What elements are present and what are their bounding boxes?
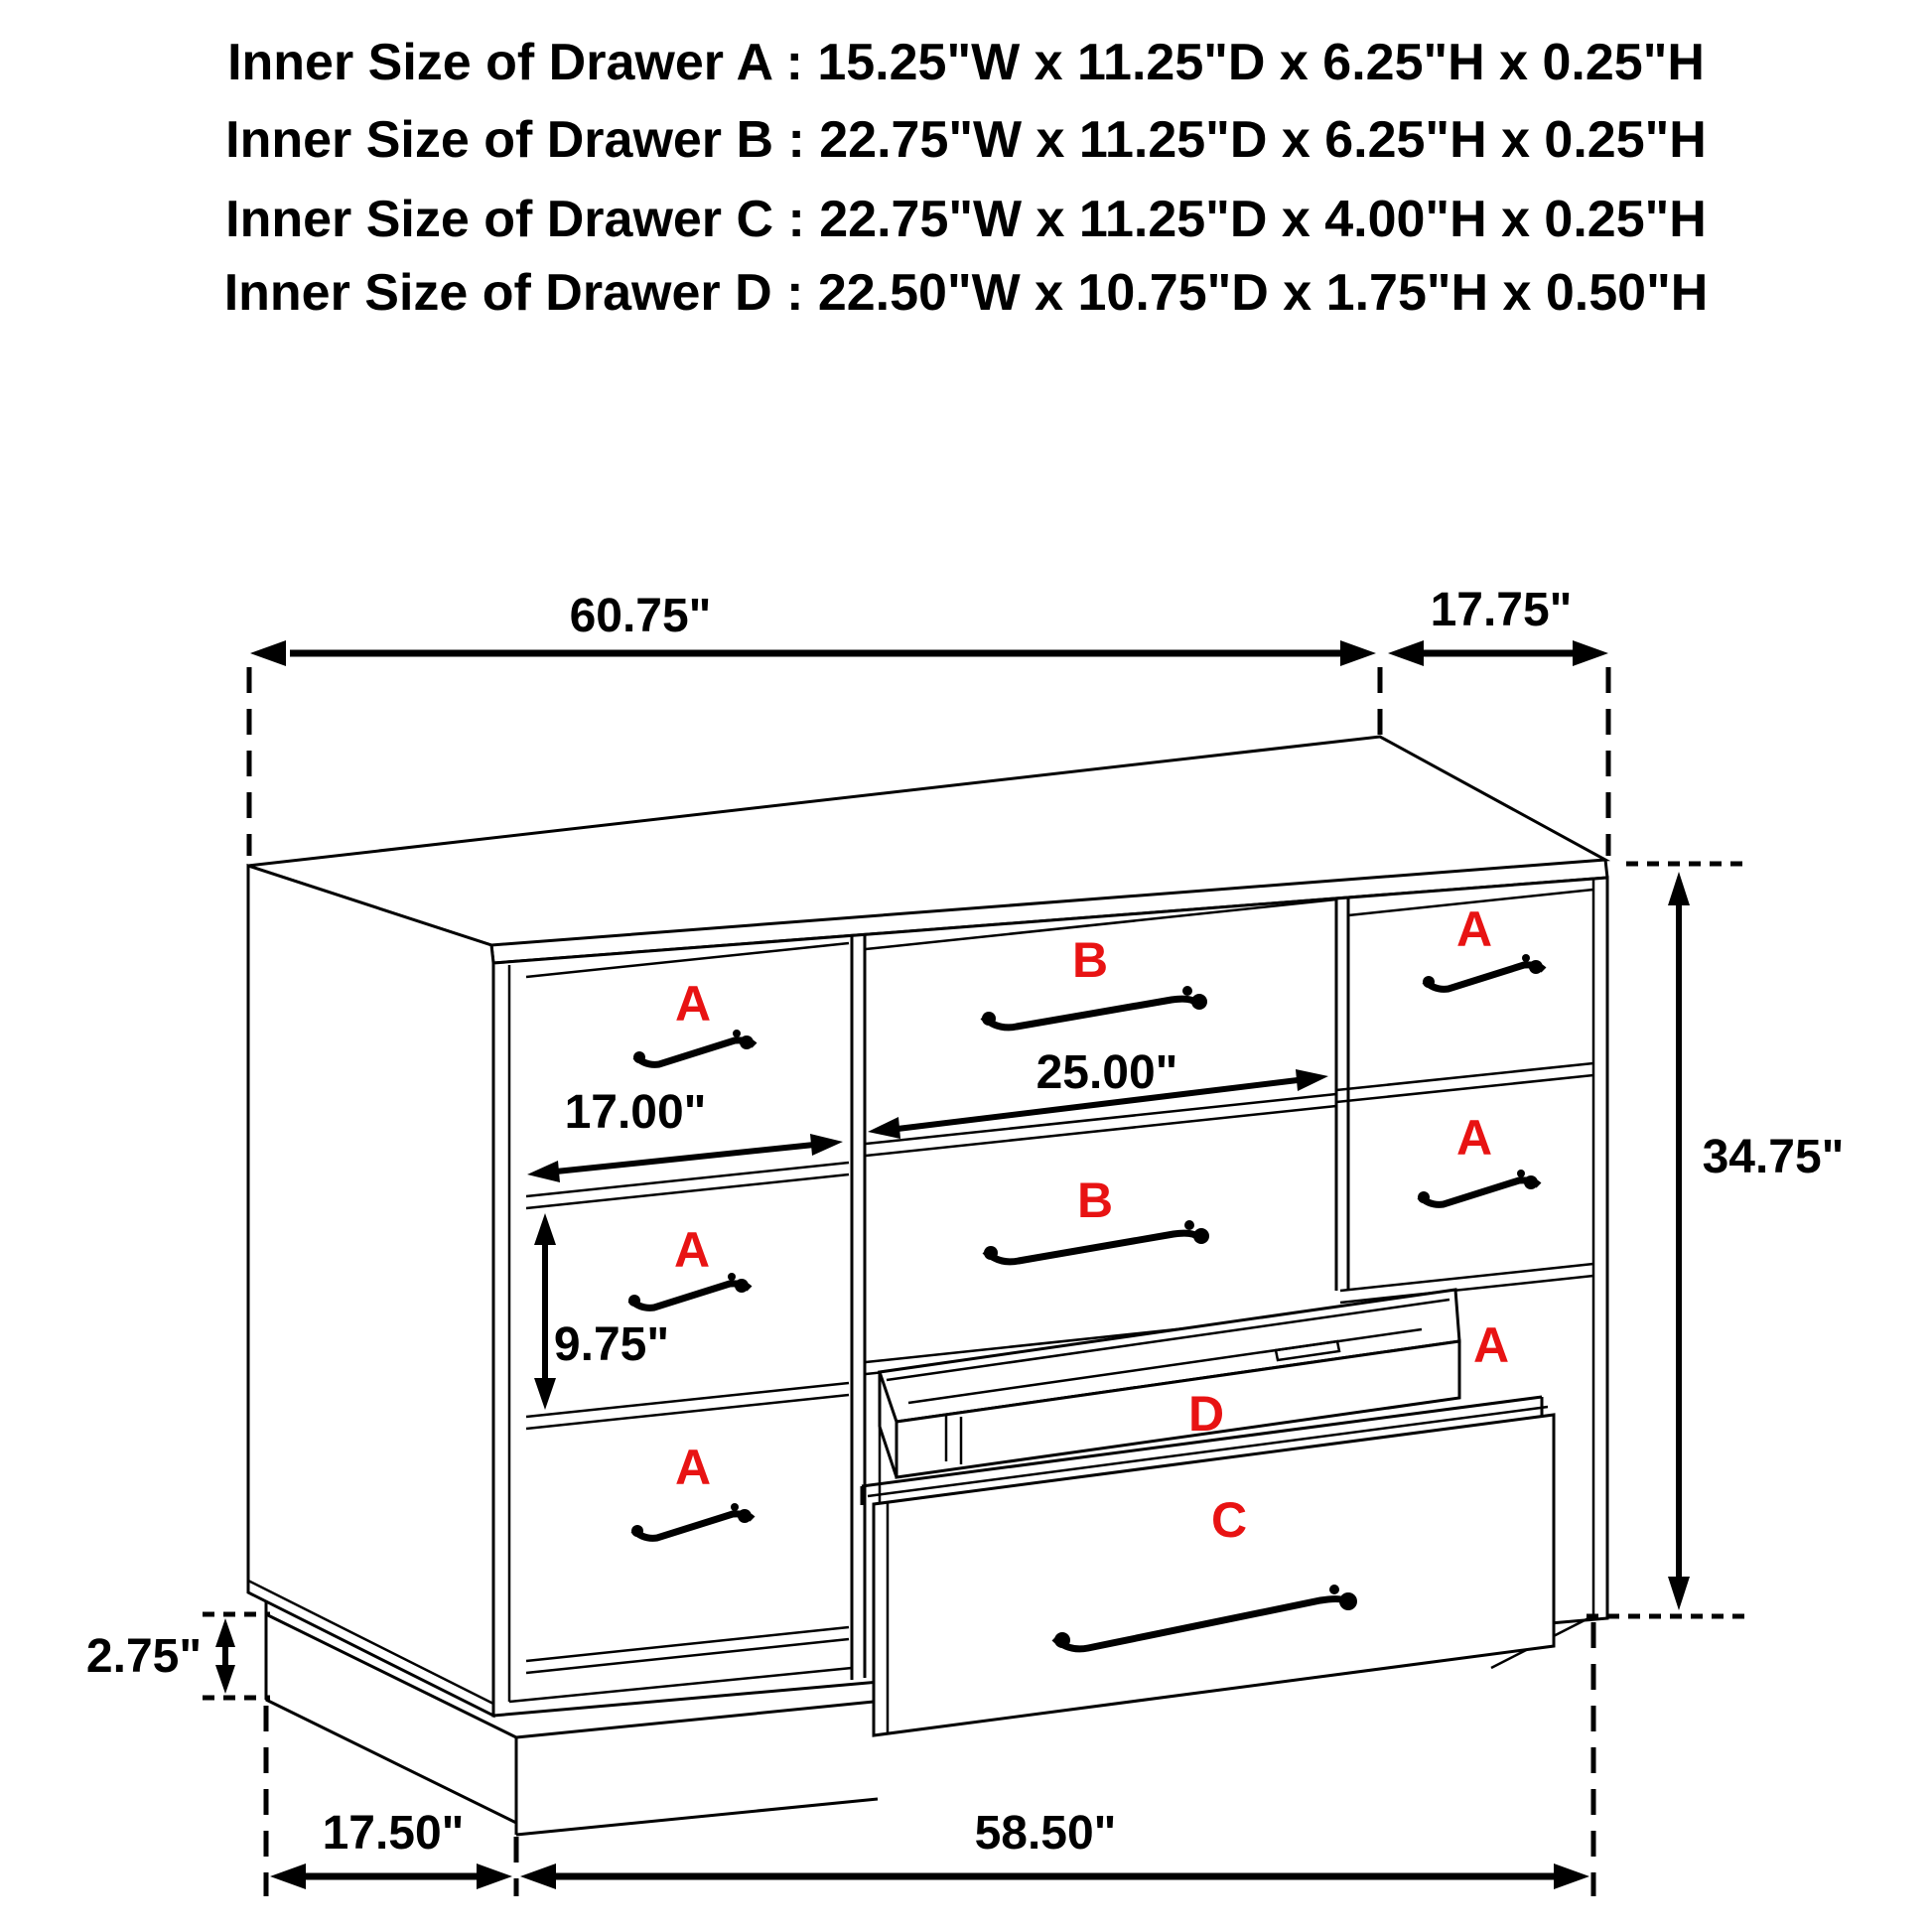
dim-label-base-width: 58.50" bbox=[974, 1807, 1117, 1860]
drawer-label-a-right-top: A bbox=[1455, 901, 1493, 957]
dim-label-top-width: 60.75" bbox=[569, 590, 712, 642]
dimension-plinth-height bbox=[86, 1614, 270, 1698]
drawer-label-b-bottom: B bbox=[1076, 1173, 1114, 1228]
drawer-label-d: D bbox=[1187, 1386, 1225, 1442]
drawer-label-a-left-middle: A bbox=[673, 1222, 711, 1278]
drawer-label-b-top: B bbox=[1071, 932, 1109, 988]
arrowhead-right-icon bbox=[1573, 640, 1608, 666]
dim-label-plinth-height: 2.75" bbox=[85, 1630, 203, 1683]
arrowhead-right-icon bbox=[1340, 640, 1376, 666]
dim-label-drawer-a-width: 17.00" bbox=[564, 1086, 707, 1139]
dim-label-cabinet-height: 34.75" bbox=[1702, 1131, 1845, 1183]
side-panel bbox=[248, 866, 493, 1716]
arrowhead-left-icon bbox=[520, 1863, 556, 1889]
cabinet-side-panel bbox=[248, 866, 493, 1716]
arrowhead-left-icon bbox=[250, 640, 286, 666]
top-corner-edge-right bbox=[1605, 860, 1607, 878]
spec-line-drawer-a: Inner Size of Drawer A : 15.25"W x 11.25"D x 6.25"H x 0.25"H bbox=[227, 34, 1705, 91]
arrowhead-left-icon bbox=[270, 1863, 306, 1889]
arrowhead-up-icon bbox=[1668, 872, 1690, 905]
spec-line-drawer-d: Inner Size of Drawer D : 22.50"W x 10.75"D x 1.75"H x 0.50"H bbox=[223, 264, 1709, 322]
header-spec-text bbox=[224, 34, 1709, 322]
dimension-base-depth bbox=[266, 1706, 516, 1896]
arrowhead-down-icon bbox=[1668, 1577, 1690, 1610]
dim-label-drawer-a-height: 9.75" bbox=[553, 1318, 670, 1371]
plinth-front-bottom bbox=[516, 1799, 878, 1835]
arrowhead-left-icon bbox=[1388, 640, 1424, 666]
dim-label-top-depth: 17.75" bbox=[1430, 584, 1573, 636]
drawer-label-a-right-bottom: A bbox=[1472, 1317, 1510, 1373]
dimension-cabinet-height bbox=[1587, 864, 1844, 1616]
arrowhead-up-icon bbox=[215, 1618, 235, 1647]
arrowhead-right-icon bbox=[477, 1863, 512, 1889]
dim-label-drawer-b-width: 25.00" bbox=[1035, 1046, 1178, 1099]
dim-label-base-depth: 17.50" bbox=[322, 1807, 465, 1860]
arrowhead-right-icon bbox=[1554, 1863, 1589, 1889]
drawer-label-a-right-middle: A bbox=[1455, 1110, 1493, 1166]
drawer-label-a-left-bottom: A bbox=[674, 1440, 712, 1495]
drawer-label-a-left-top: A bbox=[674, 976, 712, 1032]
spec-line-drawer-b: Inner Size of Drawer B : 22.75"W x 11.25"D x 6.25"H x 0.25"H bbox=[225, 111, 1707, 169]
arrowhead-down-icon bbox=[215, 1665, 235, 1694]
drawer-label-c: C bbox=[1210, 1492, 1248, 1548]
spec-line-drawer-c: Inner Size of Drawer C : 22.75"W x 11.25"D x 4.00"H x 0.25"H bbox=[225, 191, 1707, 248]
